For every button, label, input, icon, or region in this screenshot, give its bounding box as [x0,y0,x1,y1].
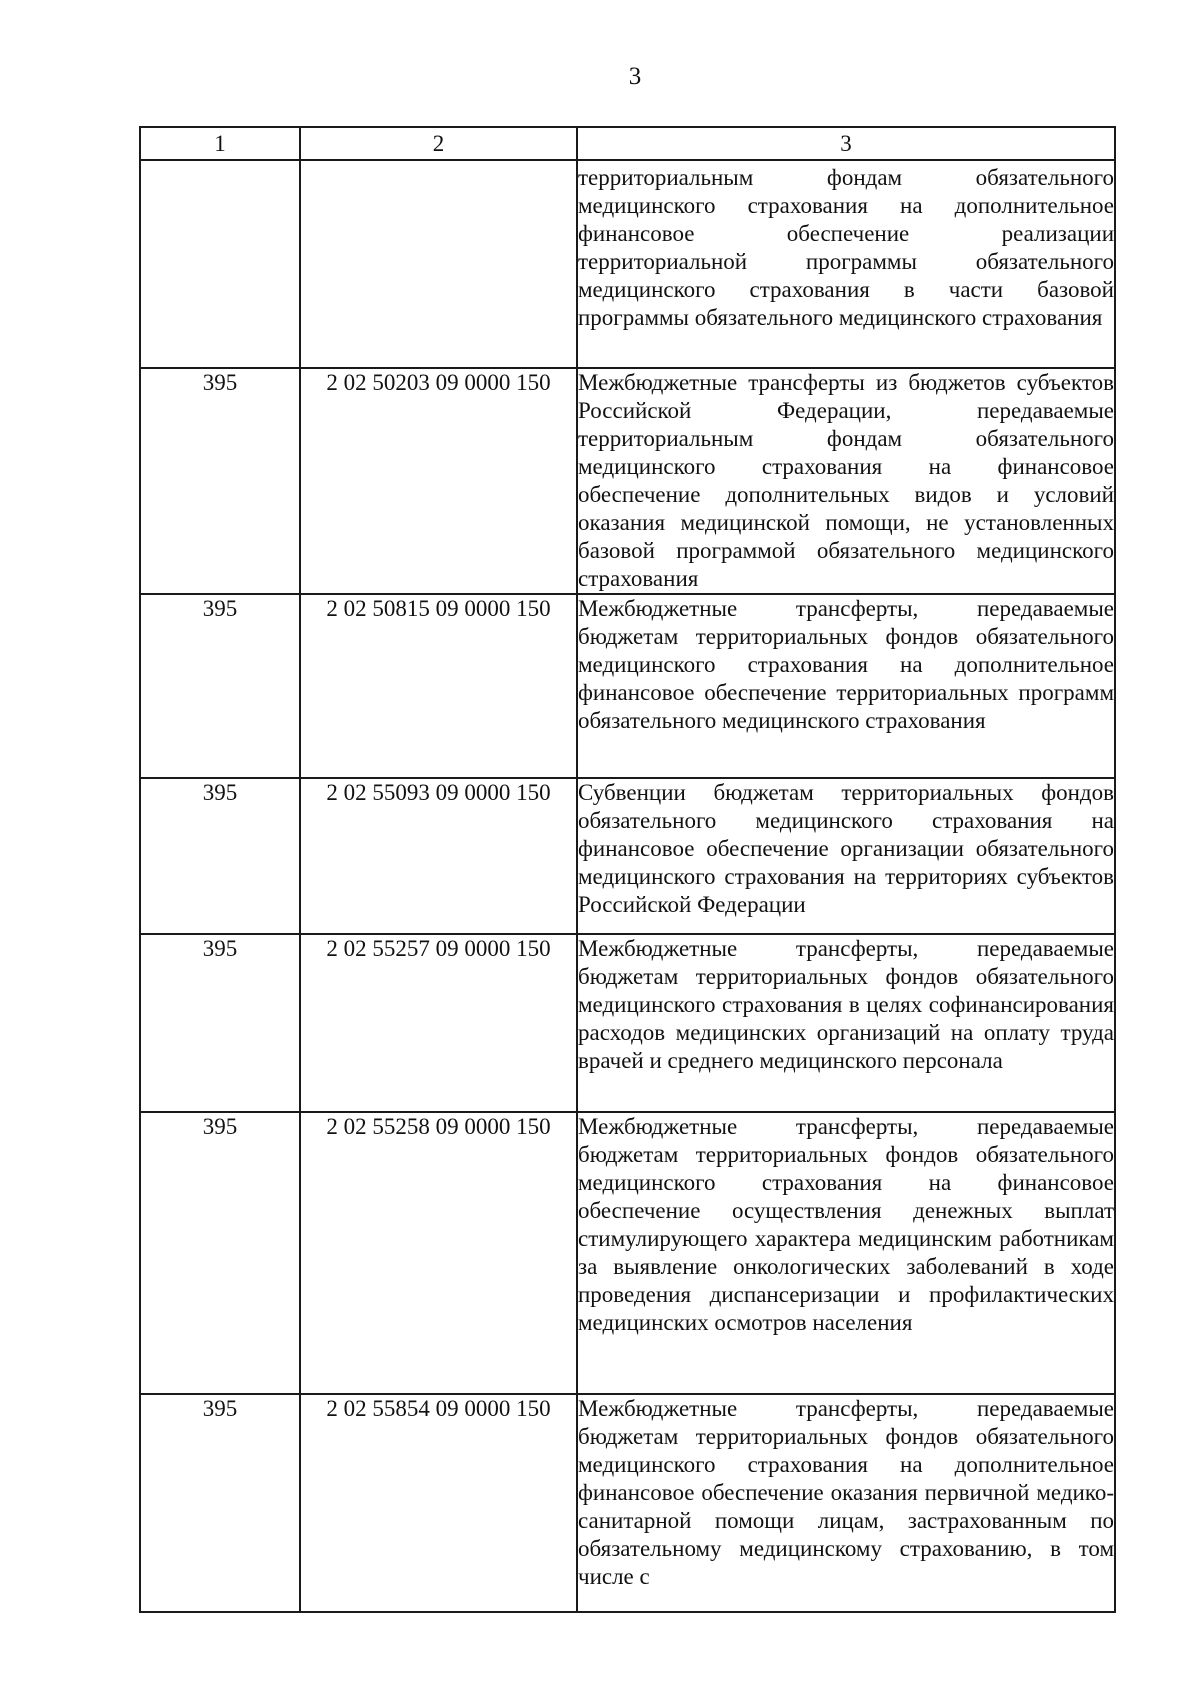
budget-codes-table [139,126,1116,1613]
admin-code-cell [140,160,300,368]
table-row [140,934,1115,1112]
budget-code-cell: 2 02 55258 09 0000 150 [300,1112,577,1394]
budget-code-cell: 2 02 55093 09 0000 150 [300,778,577,934]
description-cell: Субвенции бюджетам территориальных фондов обязательного медицинского страхования на финансовое обеспечение организации обязательного медицинского страхования на территориях субъектов Российской Федерации [577,778,1115,934]
column-header-1: 1 [140,127,300,160]
admin-code-cell: 395 [140,1112,300,1394]
description-cell: Межбюджетные трансферты из бюджетов субъектов Российской Федерации, передаваемые территориальным фондам обязательного медицинского страхования на финансовое обеспечение дополнительных видов и условий оказания медицинской помощи, не установленных базовой программой обязательного медицинского страхования [577,368,1115,594]
table-row [140,368,1115,594]
column-header-3: 3 [577,127,1115,160]
table-row [140,160,1115,368]
description-cell: Межбюджетные трансферты, передаваемые бюджетам территориальных фондов обязательного медицинского страхования на дополнительное финансовое обеспечение территориальных программ обязательного медицинского страхования [577,594,1115,778]
budget-code-cell [300,160,577,368]
table-row [140,778,1115,934]
description-cell: территориальным фондам обязательного медицинского страхования на дополнительное финансовое обеспечение реализации территориальной программы обязательного медицинского страхования в части базовой программы обязательного медицинского страхования [577,160,1115,368]
admin-code-cell: 395 [140,368,300,594]
page-number: 3 [628,63,642,90]
table-header-row [140,127,1115,160]
budget-code-cell: 2 02 55257 09 0000 150 [300,934,577,1112]
budget-code-cell: 2 02 55854 09 0000 150 [300,1394,577,1612]
admin-code-cell: 395 [140,594,300,778]
description-cell: Межбюджетные трансферты, передаваемые бюджетам территориальных фондов обязательного медицинского страхования на дополнительное финансовое обеспечение оказания первичной медико-санитарной помощи лицам, застрахованным по обязательному медицинскому страхованию, в том числе с [577,1394,1115,1612]
description-cell: Межбюджетные трансферты, передаваемые бюджетам территориальных фондов обязательного медицинского страхования в целях софинансирования расходов медицинских организаций на оплату труда врачей и среднего медицинского персонала [577,934,1115,1112]
table-row [140,1394,1115,1612]
table-row [140,594,1115,778]
budget-code-cell: 2 02 50815 09 0000 150 [300,594,577,778]
admin-code-cell: 395 [140,1394,300,1612]
budget-code-cell: 2 02 50203 09 0000 150 [300,368,577,594]
admin-code-cell: 395 [140,934,300,1112]
description-cell: Межбюджетные трансферты, передаваемые бюджетам территориальных фондов обязательного медицинского страхования на финансовое обеспечение осуществления денежных выплат стимулирующего характера медицинским работникам за выявление онкологических заболеваний в ходе проведения диспансеризации и профилактических медицинских осмотров населения [577,1112,1115,1394]
column-header-2: 2 [300,127,577,160]
admin-code-cell: 395 [140,778,300,934]
table-row [140,1112,1115,1394]
